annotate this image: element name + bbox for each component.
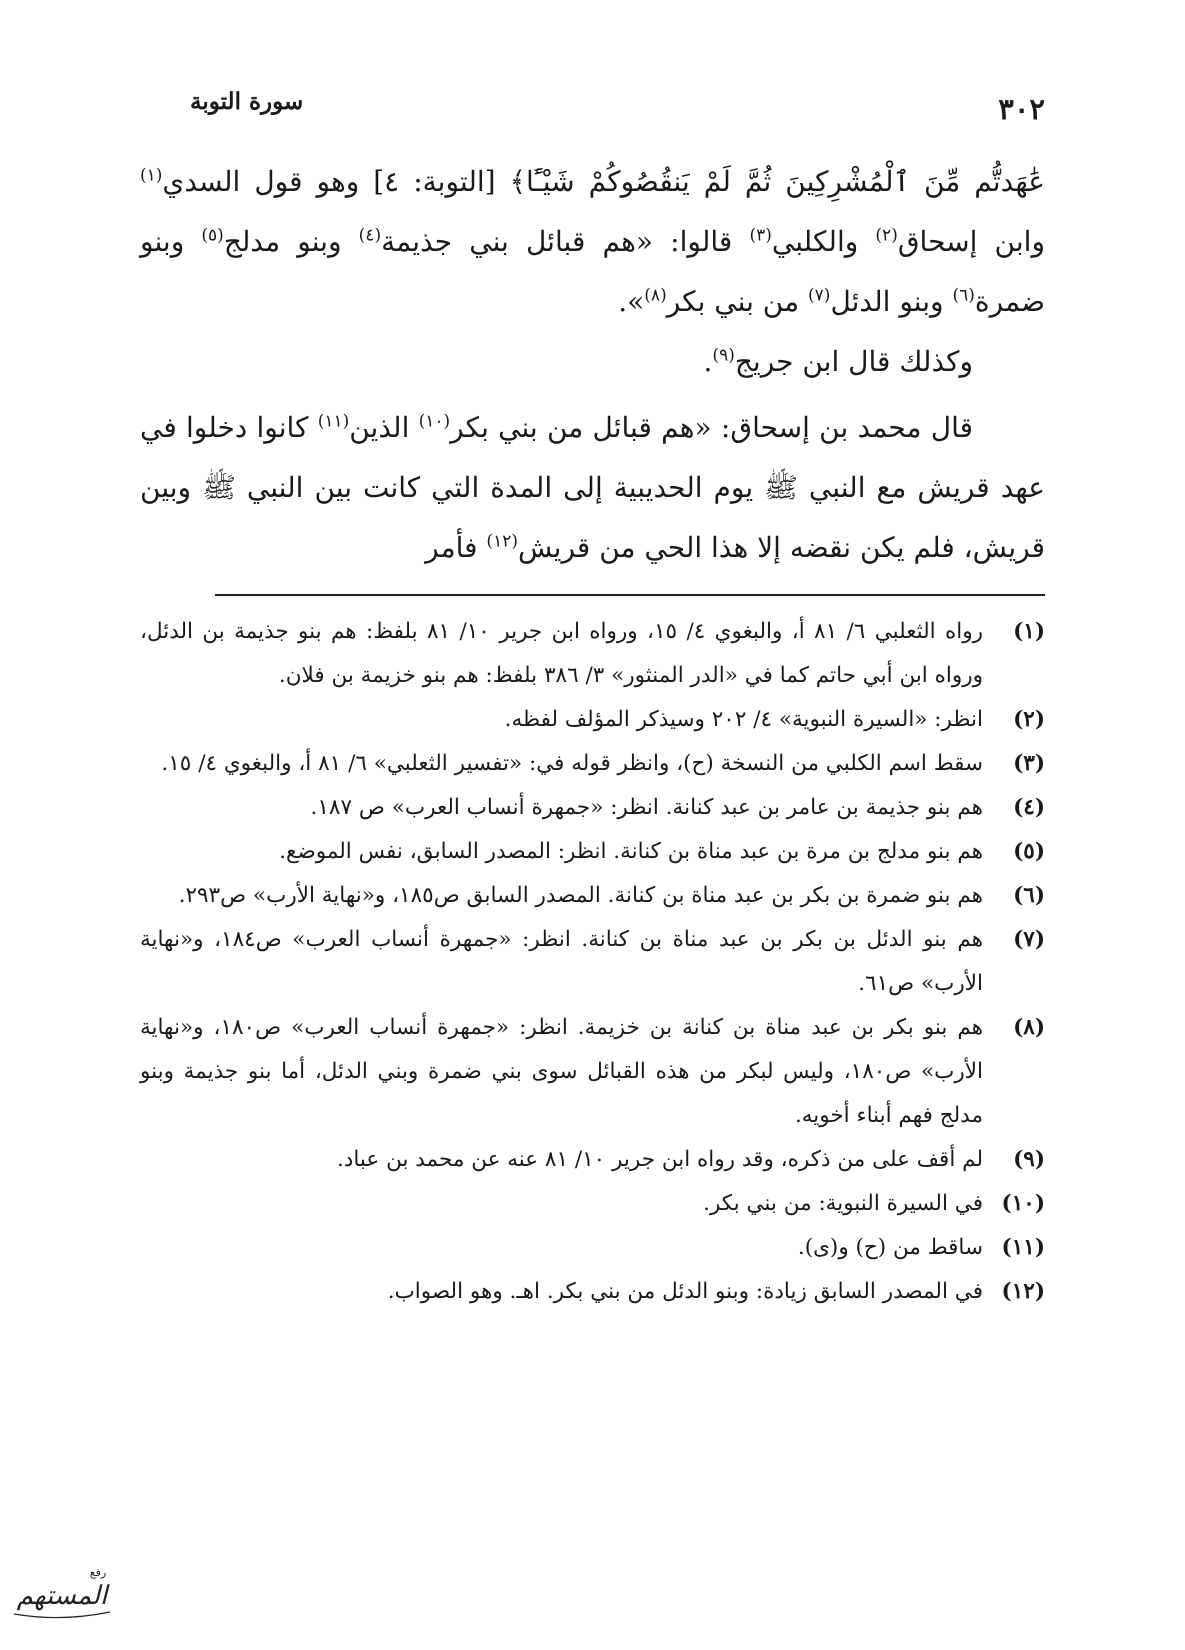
footnote-number: (٢) bbox=[1013, 707, 1045, 732]
footnote-ref[interactable]: (٤) bbox=[358, 225, 382, 246]
page-number: ٣٠٢ bbox=[998, 92, 1045, 126]
footnote-number: (٨) bbox=[1013, 1015, 1045, 1040]
running-title: سورة التوبة bbox=[190, 88, 304, 115]
footnote-ref[interactable]: (٣) bbox=[749, 225, 772, 246]
text-segment: من بني بكر bbox=[666, 285, 809, 318]
footnote-number: (١) bbox=[1013, 619, 1045, 644]
footnote-text: في المصدر السابق زيادة: وبنو الدئل من بني بكر. اهـ. وهو الصواب. bbox=[387, 1279, 983, 1304]
paragraph-3 bbox=[140, 398, 1045, 578]
footnote-7 bbox=[140, 918, 1045, 1006]
footnotes bbox=[140, 610, 1045, 1314]
text-segment: وكذلك قال ابن جريج bbox=[734, 345, 973, 378]
footnote-5 bbox=[140, 830, 1045, 874]
footnote-ref[interactable]: (١) bbox=[140, 165, 163, 186]
text-segment: وبنو الدئل bbox=[830, 285, 953, 318]
footnote-12 bbox=[140, 1270, 1045, 1314]
text-segment: فأمر bbox=[425, 531, 487, 564]
footnote-number: (٩) bbox=[1013, 1147, 1045, 1172]
text-segment: الذين bbox=[349, 411, 419, 444]
footnote-number: (٥) bbox=[1013, 839, 1045, 864]
logo-text: المستهم bbox=[16, 1581, 108, 1611]
footnote-divider bbox=[215, 594, 1045, 596]
paragraph-2 bbox=[140, 332, 1045, 392]
text-segment: وبنو مدلج bbox=[223, 225, 359, 258]
footnote-4 bbox=[140, 786, 1045, 830]
footnote-number: (١١) bbox=[1001, 1235, 1045, 1260]
footnote-text: هم بنو ضمرة بن بكر بن عبد مناة بن كنانة. المصدر السابق ص١٨٥، و«نهاية الأرب» ص٢٩٣. bbox=[178, 883, 983, 908]
footnote-text: في السيرة النبوية: من بني بكر. bbox=[703, 1191, 983, 1216]
footnote-text: هم بنو جذيمة بن عامر بن عبد كنانة. انظر: «جمهرة أنساب العرب» ص ١٨٧. bbox=[310, 795, 983, 820]
footnote-number: (٦) bbox=[1013, 883, 1045, 908]
footnote-ref[interactable]: (٦) bbox=[952, 285, 975, 306]
footnote-2 bbox=[140, 698, 1045, 742]
footnote-text: هم بنو الدئل بن بكر بن عبد مناة بن كنانة. انظر: «جمهرة أنساب العرب» ص١٨٤، و«نهاية الأرب» ص٦١. bbox=[140, 927, 984, 996]
text-segment: قال محمد بن إسحاق: «هم قبائل من بني بكر bbox=[450, 411, 974, 444]
text-segment: ». bbox=[618, 285, 645, 318]
footnote-8 bbox=[140, 1006, 1045, 1138]
footnote-9 bbox=[140, 1138, 1045, 1182]
footnote-ref[interactable]: (٨) bbox=[644, 285, 667, 306]
footnote-10 bbox=[140, 1182, 1045, 1226]
footnote-text: سقط اسم الكلبي من النسخة (ح)، وانظر قوله في: «تفسير الثعلبي» ٦/ ٨١ أ، والبغوي ٤/ ١٥. bbox=[161, 751, 983, 776]
page-header bbox=[180, 88, 1045, 128]
footnote-number: (١٠) bbox=[1001, 1191, 1045, 1216]
text-segment: وبنو ضمرة bbox=[140, 225, 1045, 318]
footnote-1 bbox=[140, 610, 1045, 698]
text-segment: قالوا: «هم قبائل بني جذيمة bbox=[381, 225, 750, 258]
footnote-text: ساقط من (ح) و(ى). bbox=[797, 1235, 983, 1260]
footnote-text: رواه الثعلبي ٦/ ٨١ أ، والبغوي ٤/ ١٥، ورواه ابن جرير ١٠/ ٨١ بلفظ: هم بنو جذيمة بن الدئل، ورواه ابن أبي حاتم كما في «الدر المنثور» ٣/ ٣٨٦ بلفظ: هم بنو خزيمة بن فلان. bbox=[140, 619, 984, 688]
footnote-number: (٧) bbox=[1013, 927, 1045, 952]
footnote-ref[interactable]: (٢) bbox=[875, 225, 898, 246]
logo-subtext: رفع bbox=[89, 1566, 107, 1579]
text-segment: عَٰهَدتُّم مِّنَ ٱلْمُشْرِكِينَ ثُمَّ لَمْ يَنقُصُوكُمْ شَيْـًٔا﴾ [التوبة: ٤] وهو قول السدي bbox=[162, 165, 1045, 198]
text-segment: كانوا دخلوا في عهد قريش مع النبي ﷺ يوم الحديبية إلى المدة التي كانت بين النبي ﷺ وبين قريش، فلم يكن نقضه إلا هذا الحي من قريش bbox=[140, 411, 1045, 564]
text-segment: والكلبي bbox=[771, 225, 876, 258]
text-segment: وابن إسحاق bbox=[897, 225, 1045, 258]
footnote-ref[interactable]: (١٠) bbox=[418, 411, 451, 432]
paragraph-1 bbox=[140, 152, 1045, 332]
footnote-ref[interactable]: (٩) bbox=[712, 345, 735, 366]
footnote-text: لم أقف على من ذكره، وقد رواه ابن جرير ١٠/ ٨١ عنه عن محمد بن عباد. bbox=[336, 1147, 983, 1172]
footnote-ref[interactable]: (١٢) bbox=[486, 531, 518, 552]
footnote-number: (٣) bbox=[1013, 751, 1045, 776]
footnote-text: هم بنو بكر بن عبد مناة بن كنانة بن خزيمة. انظر: «جمهرة أنساب العرب» ص١٨٠، و«نهاية الأرب» ص١٨٠، وليس لبكر من هذه القبائل سوى بني ضمرة وبني الدئل، أما بنو جذيمة وبنو مدلج فهم أبناء أخويه. bbox=[140, 1015, 984, 1128]
footnote-ref[interactable]: (٥) bbox=[201, 225, 224, 246]
footnote-number: (٤) bbox=[1013, 795, 1045, 820]
watermark-logo bbox=[6, 1562, 116, 1624]
footnote-3 bbox=[140, 742, 1045, 786]
footnote-ref[interactable]: (١١) bbox=[317, 411, 350, 432]
footnote-ref[interactable]: (٧) bbox=[808, 285, 831, 306]
footnote-text: انظر: «السيرة النبوية» ٤/ ٢٠٢ وسيذكر المؤلف لفظه. bbox=[504, 707, 983, 732]
text-segment: . bbox=[703, 345, 713, 378]
footnote-text: هم بنو مدلج بن مرة بن عبد مناة بن كنانة. انظر: المصدر السابق، نفس الموضع. bbox=[279, 839, 983, 864]
main-text bbox=[140, 152, 1045, 578]
footnote-number: (١٢) bbox=[1001, 1279, 1045, 1304]
footnote-11 bbox=[140, 1226, 1045, 1270]
footnote-6 bbox=[140, 874, 1045, 918]
